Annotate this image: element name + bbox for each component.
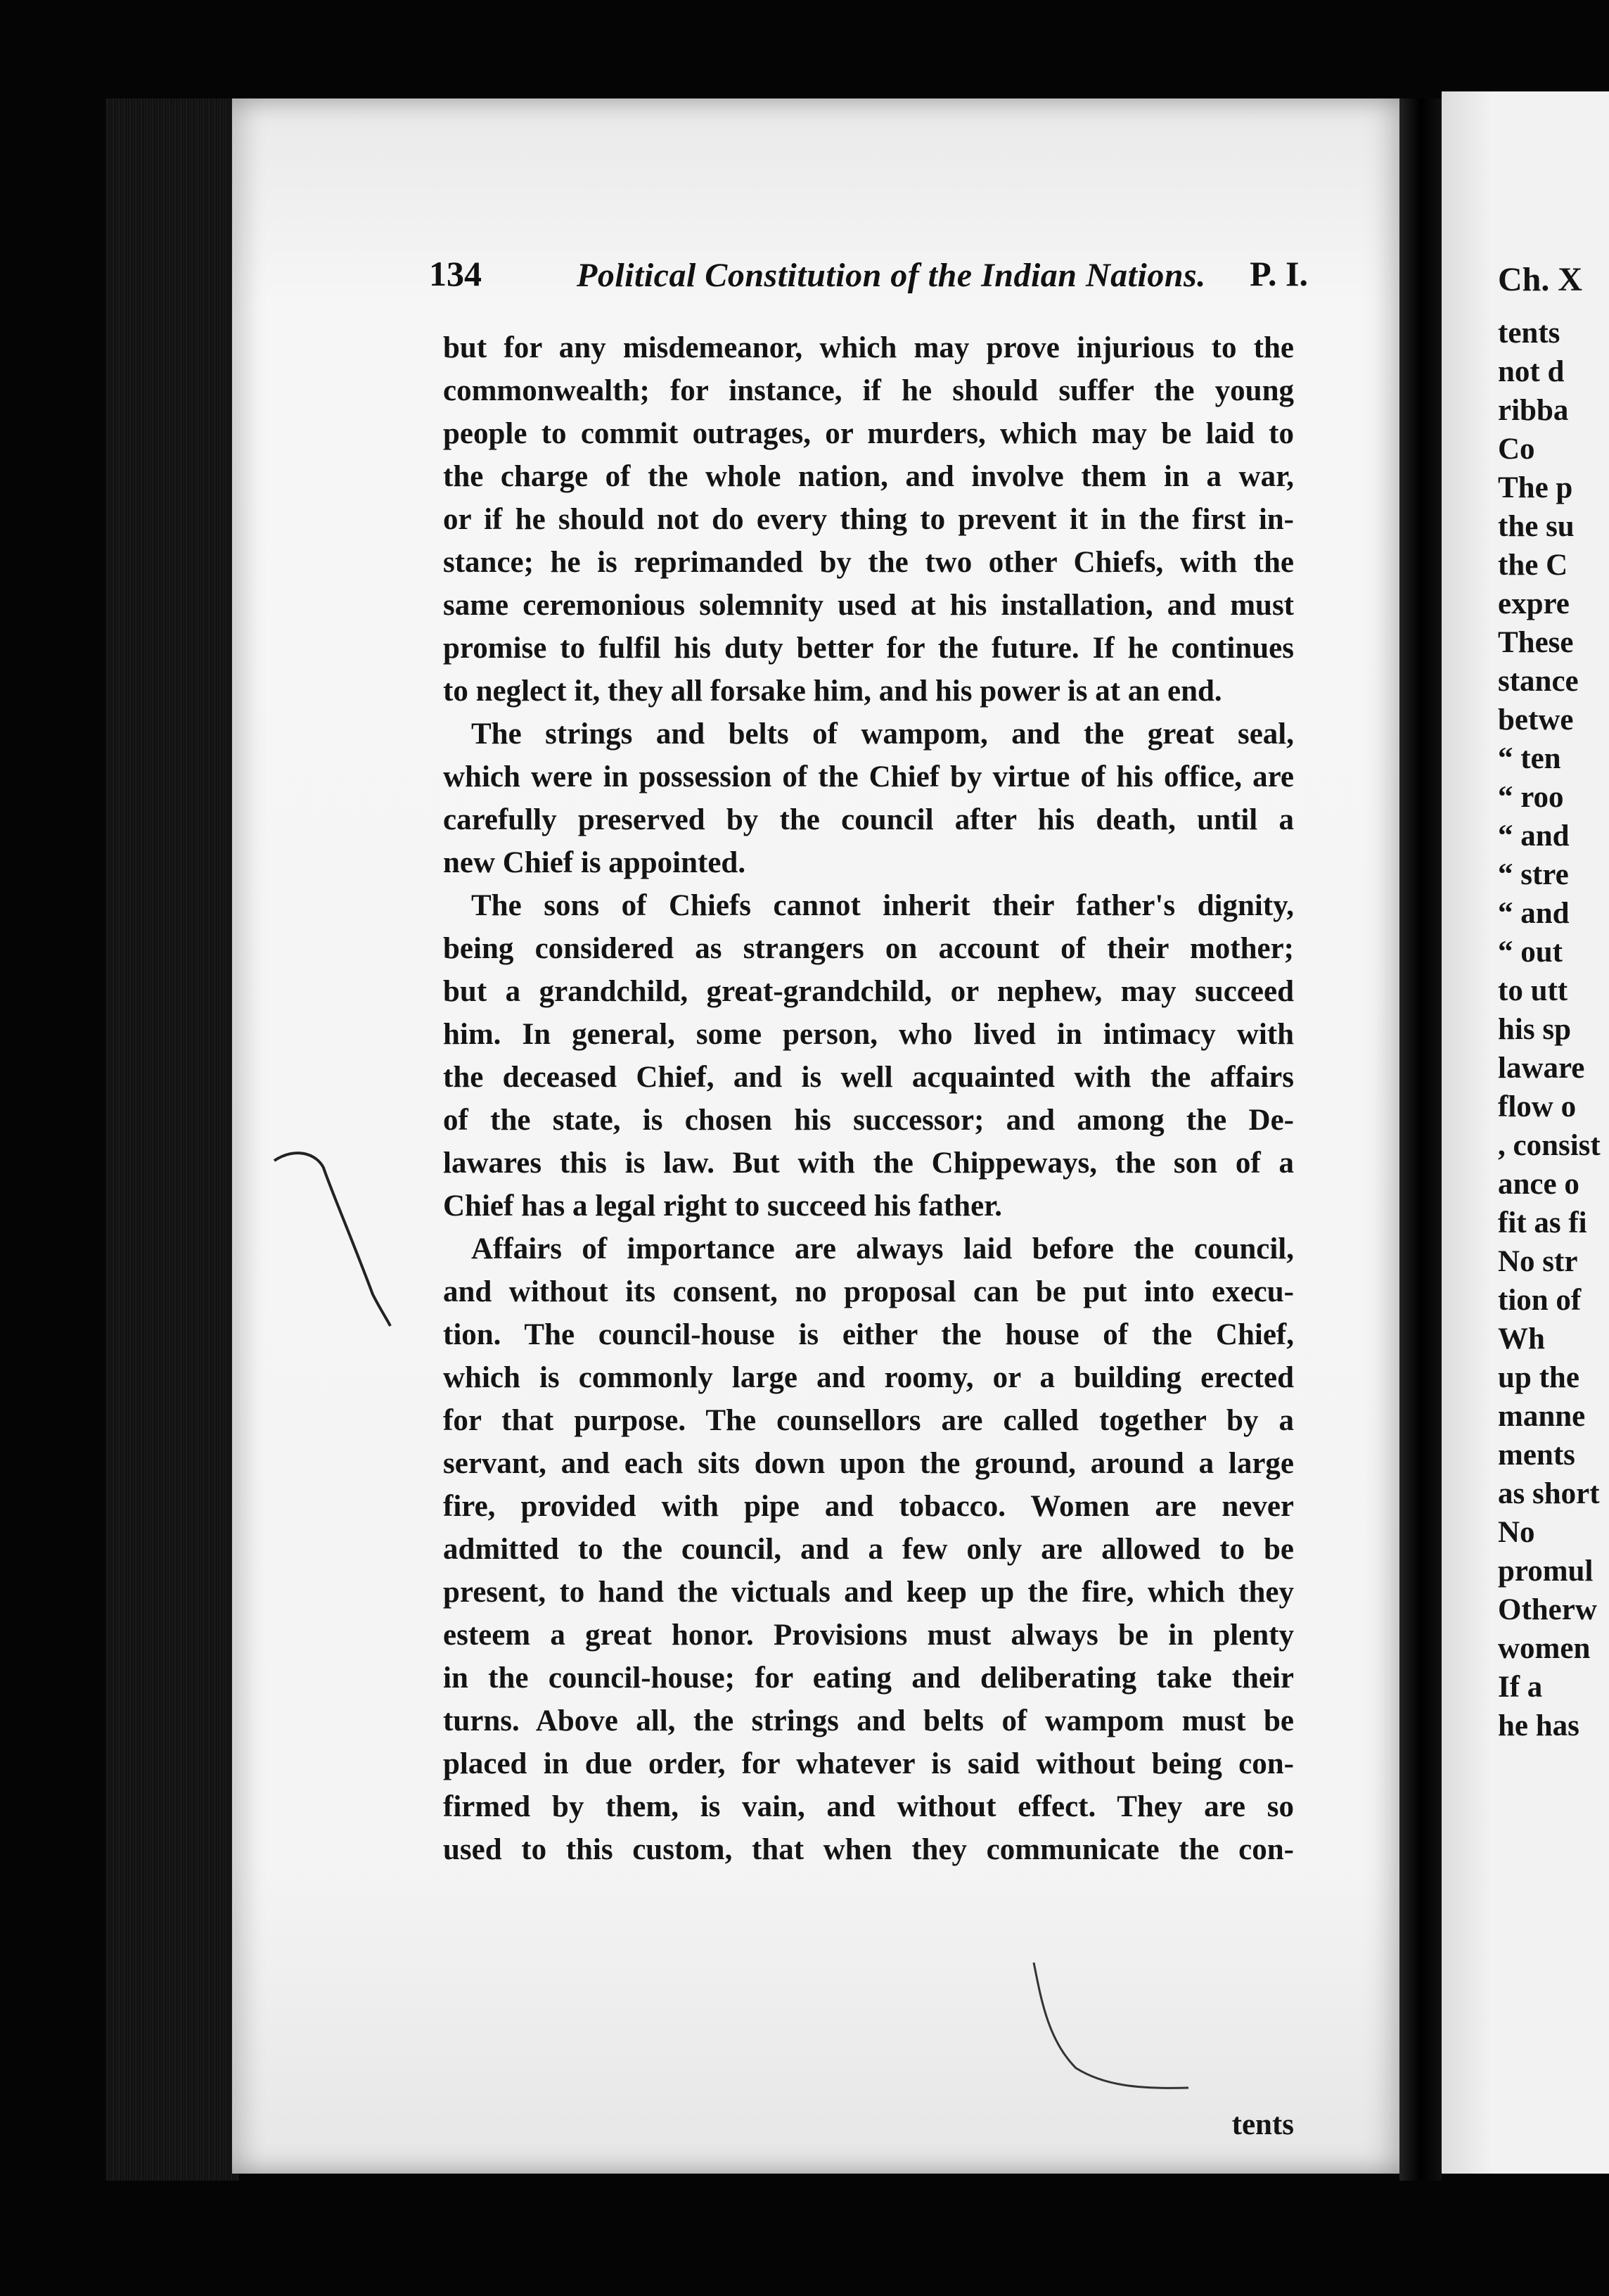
right-page-line-fragment: the su xyxy=(1498,510,1575,543)
right-page-line-fragment: the C xyxy=(1498,549,1568,582)
right-page-line-fragment: If a xyxy=(1498,1671,1543,1704)
right-page-line-fragment: he has xyxy=(1498,1709,1579,1742)
text-line: for that purpose. The counsellors are called together by a xyxy=(443,1404,1294,1437)
text-line: him. In general, some person, who lived in intimacy with xyxy=(443,1018,1294,1051)
part-marker: P. I. xyxy=(1250,254,1308,293)
right-page-line-fragment: promul xyxy=(1498,1555,1594,1588)
right-page-line-fragment: “ and xyxy=(1498,819,1570,853)
right-page-line-fragment: up the xyxy=(1498,1361,1579,1394)
right-page-line-fragment: to utt xyxy=(1498,974,1568,1007)
right-page-line-fragment: manne xyxy=(1498,1400,1586,1433)
text-line: being considered as strangers on account of their mother; xyxy=(443,932,1294,965)
text-line: commonwealth; for instance, if he should suffer the young xyxy=(443,374,1294,407)
right-page-line-fragment: ribba xyxy=(1498,394,1569,427)
text-line: same ceremonious solemnity used at his installation, and must xyxy=(443,589,1294,622)
running-header xyxy=(429,253,1308,302)
text-line: new Chief is appointed. xyxy=(443,846,746,879)
text-line: or if he should not do every thing to prevent it in the first in- xyxy=(443,503,1294,536)
text-line: which were in possession of the Chief by virtue of his office, are xyxy=(443,760,1294,793)
text-line: firmed by them, is vain, and without effect. They are so xyxy=(443,1790,1294,1823)
text-line: but for any misdemeanor, which may prove injurious to the xyxy=(443,331,1294,364)
right-page-line-fragment: “ and xyxy=(1498,897,1570,930)
page-body-text xyxy=(443,326,1294,2141)
right-page-line-fragment: Co xyxy=(1498,433,1535,466)
right-page-line-fragment: not d xyxy=(1498,355,1565,388)
right-page-line-fragment: “ out xyxy=(1498,936,1563,969)
right-page-line-fragment: ance o xyxy=(1498,1168,1579,1201)
text-line: esteem a great honor. Provisions must always be in plenty xyxy=(443,1619,1294,1652)
text-line: the deceased Chief, and is well acquainted with the affairs xyxy=(443,1061,1294,1094)
text-line: stance; he is reprimanded by the two other Chiefs, with the xyxy=(443,546,1294,579)
right-page-line-fragment: his sp xyxy=(1498,1013,1571,1046)
text-line: Affairs of importance are always laid before the council, xyxy=(471,1232,1294,1265)
right-page-line-fragment: expre xyxy=(1498,587,1570,620)
text-line: admitted to the council, and a few only are allowed to be xyxy=(443,1533,1294,1566)
right-page-line-fragment: Wh xyxy=(1498,1322,1545,1356)
text-line: to neglect it, they all forsake him, and his power is at an end. xyxy=(443,675,1222,708)
right-page-line-fragment: ments xyxy=(1498,1439,1575,1472)
text-line: turns. Above all, the strings and belts of wampom must be xyxy=(443,1704,1294,1737)
text-line: lawares this is law. But with the Chippeways, the son of a xyxy=(443,1147,1294,1180)
right-page-line-fragment: tion of xyxy=(1498,1284,1582,1317)
text-line: which is commonly large and roomy, or a building erected xyxy=(443,1361,1294,1394)
text-line: tion. The council-house is either the house of the Chief, xyxy=(443,1318,1294,1351)
right-page-line-fragment: These xyxy=(1498,626,1574,659)
right-page-text-fragments xyxy=(1498,246,1609,1745)
running-title: Political Constitution of the Indian Nations. xyxy=(577,257,1206,294)
right-page-line-fragment: The p xyxy=(1498,471,1573,504)
text-line: promise to fulfil his duty better for the future. If he continues xyxy=(443,632,1294,665)
right-page-line-fragment: “ ten xyxy=(1498,742,1561,775)
right-page-line-fragment: women xyxy=(1498,1632,1591,1665)
right-page-line-fragment: as short xyxy=(1498,1477,1600,1510)
catchword: tents xyxy=(1231,2108,1294,2141)
text-line: used to this custom, that when they communicate the con- xyxy=(443,1833,1294,1866)
right-page-line-fragment: “ stre xyxy=(1498,858,1569,891)
right-page-header-fragment: Ch. X xyxy=(1498,261,1583,298)
text-line: The strings and belts of wampom, and the great seal, xyxy=(471,718,1294,751)
right-page-line-fragment: , consist xyxy=(1498,1129,1601,1162)
text-line: carefully preserved by the council after his death, until a xyxy=(443,803,1294,836)
text-line: people to commit outrages, or murders, which may be laid to xyxy=(443,417,1294,450)
right-page-line-fragment: No str xyxy=(1498,1245,1578,1278)
text-line: The sons of Chiefs cannot inherit their father's dignity, xyxy=(471,889,1294,922)
text-line: and without its consent, no proposal can be put into execu- xyxy=(443,1275,1294,1308)
text-line: placed in due order, for whatever is said without being con- xyxy=(443,1747,1294,1780)
text-line: in the council-house; for eating and deliberating take their xyxy=(443,1662,1294,1695)
text-line: fire, provided with pipe and tobacco. Women are never xyxy=(443,1490,1294,1523)
right-page-line-fragment: betwe xyxy=(1498,703,1574,736)
text-line: servant, and each sits down upon the ground, around a large xyxy=(443,1447,1294,1480)
right-page-line-fragment: fit as fi xyxy=(1498,1206,1587,1239)
text-line: the charge of the whole nation, and involve them in a war, xyxy=(443,460,1294,493)
right-page-line-fragment: Otherw xyxy=(1498,1593,1597,1626)
page-number: 134 xyxy=(429,254,482,293)
text-line: but a grandchild, great-grandchild, or nephew, may succeed xyxy=(443,975,1294,1008)
right-page-line-fragment: stance xyxy=(1498,665,1579,698)
right-page-line-fragment: tents xyxy=(1498,317,1560,350)
right-page-line-fragment: “ roo xyxy=(1498,781,1564,814)
page-edges xyxy=(105,98,239,2181)
text-line: of the state, is chosen his successor; and among the De- xyxy=(443,1104,1294,1137)
right-page-line-fragment: laware xyxy=(1498,1052,1585,1085)
text-line: present, to hand the victuals and keep up the fire, which they xyxy=(443,1576,1294,1609)
text-line: Chief has a legal right to succeed his father. xyxy=(443,1190,1003,1223)
book-gutter xyxy=(1399,98,1442,2181)
right-page-line-fragment: No xyxy=(1498,1516,1535,1549)
right-page-line-fragment: flow o xyxy=(1498,1090,1577,1123)
